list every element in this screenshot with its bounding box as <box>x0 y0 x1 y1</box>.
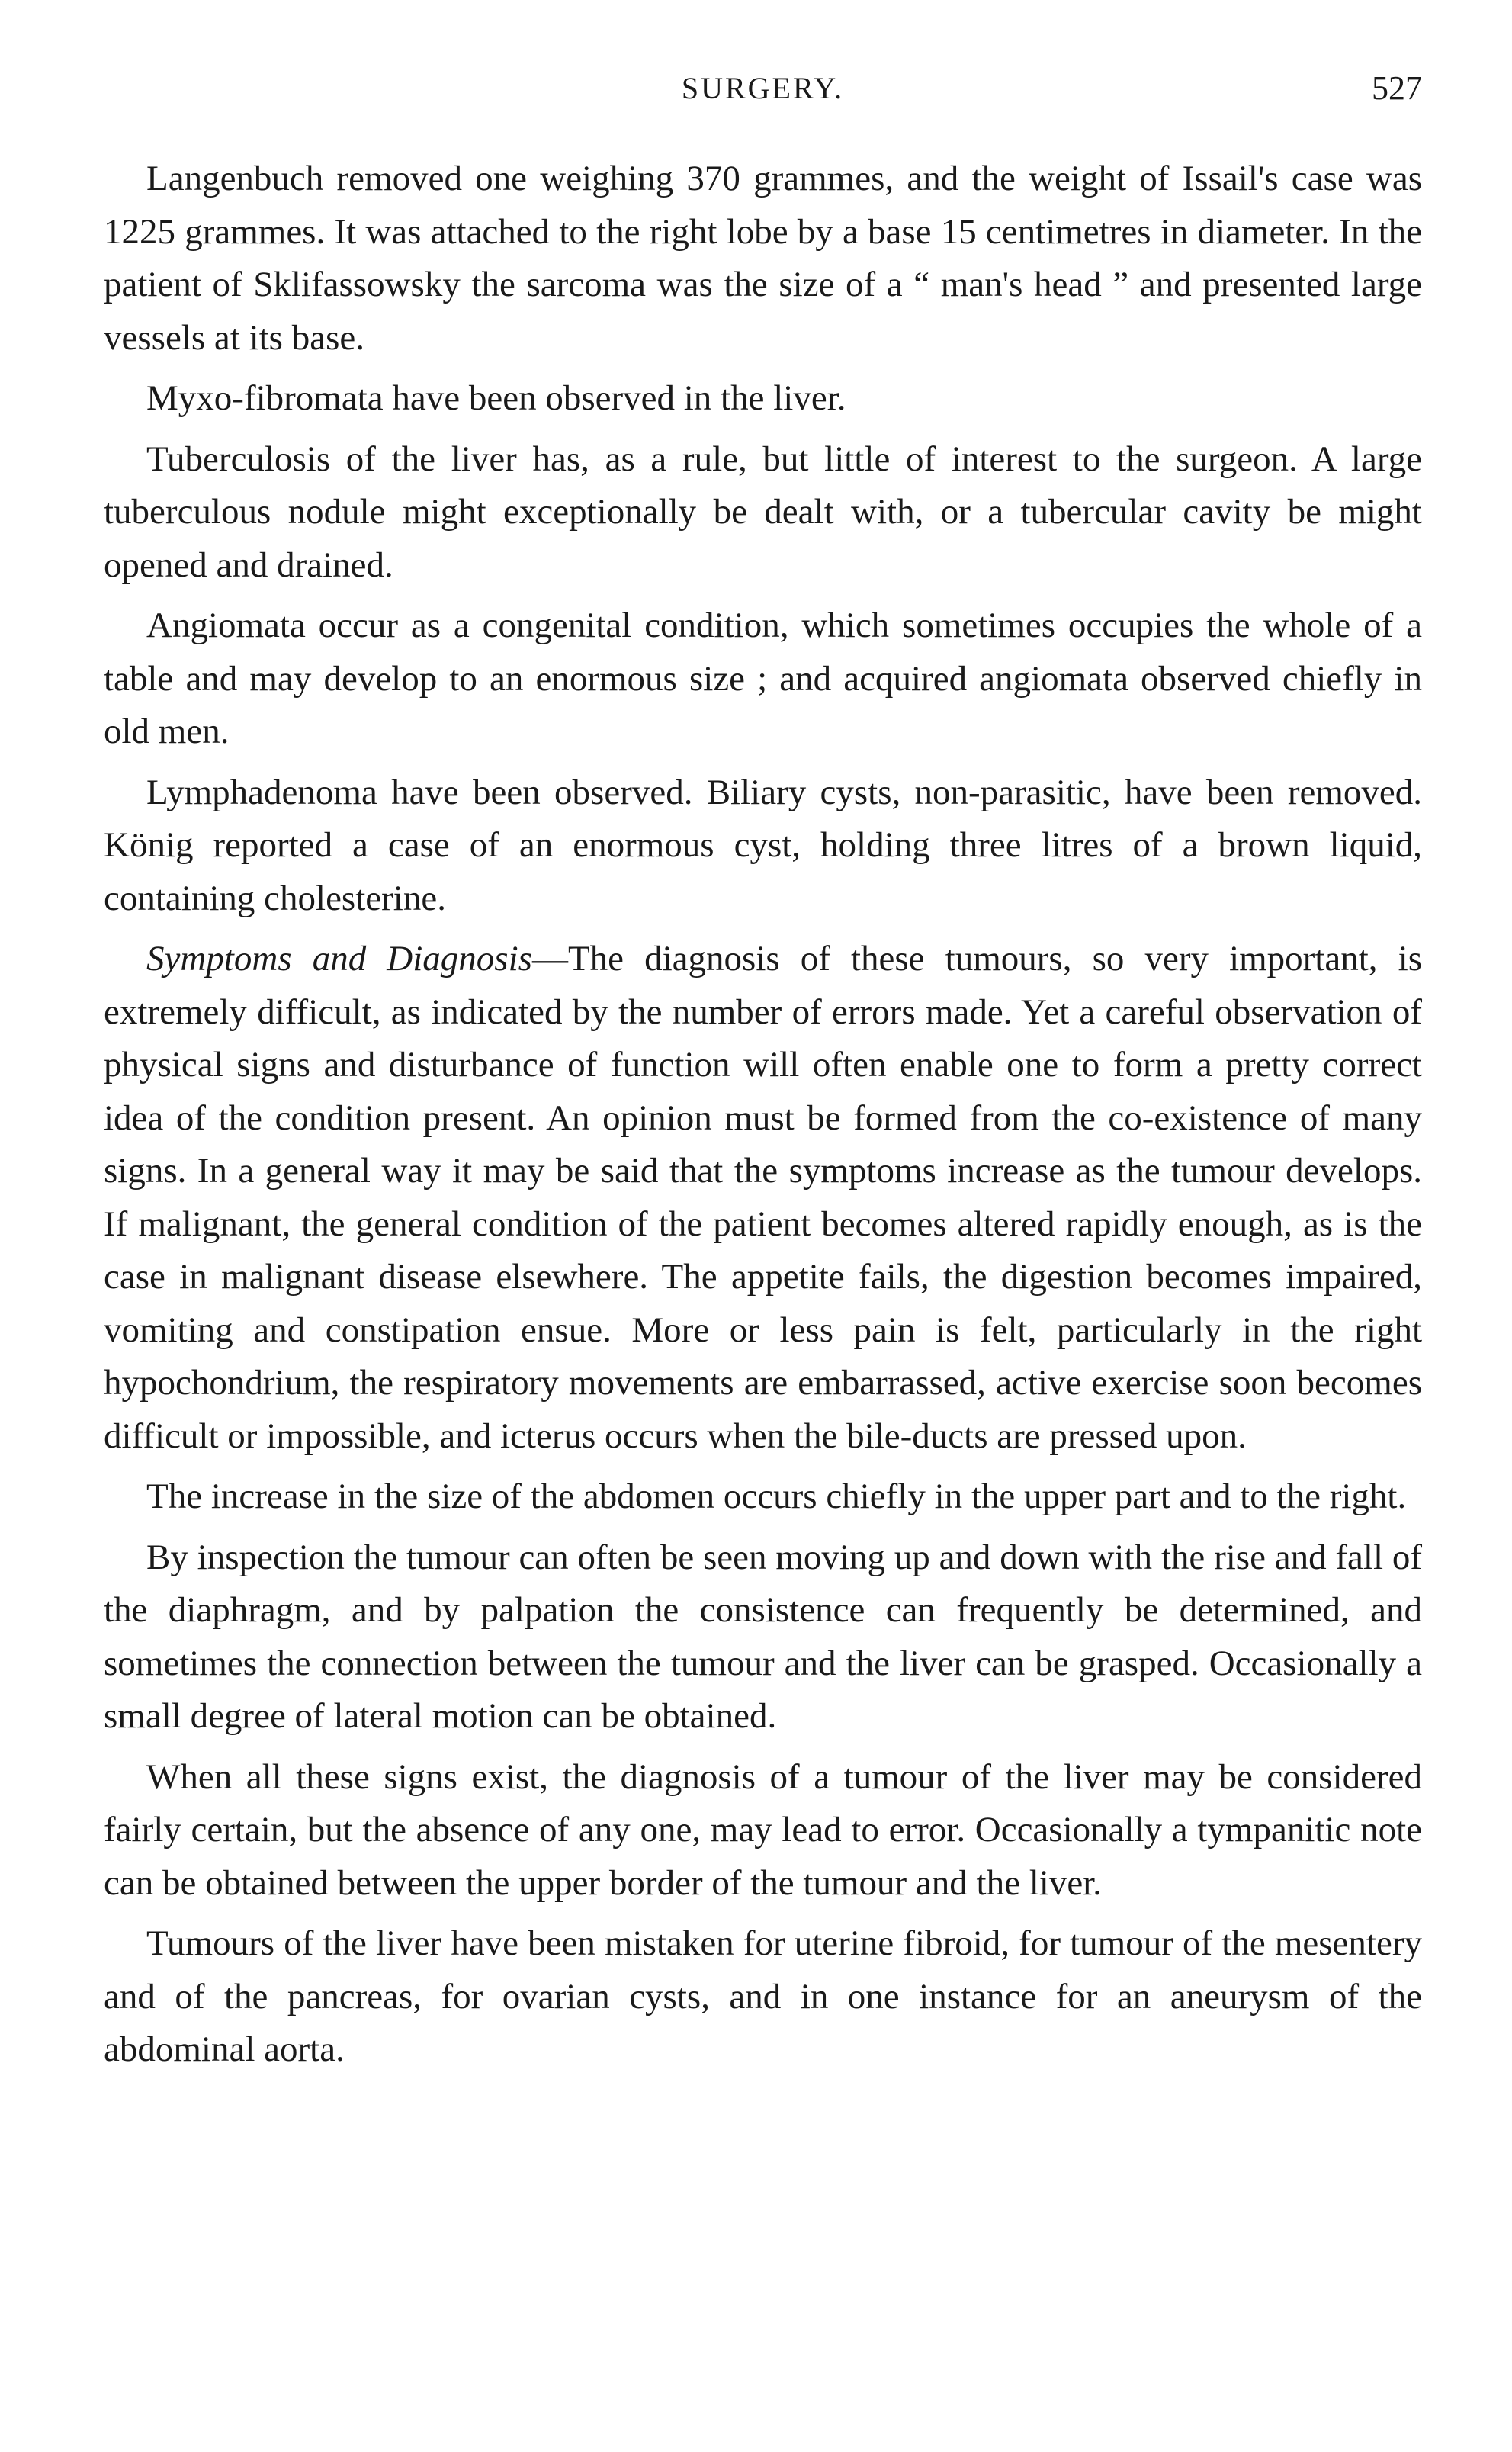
section-heading-italic: Symptoms and Diagnosis <box>146 939 532 979</box>
running-head <box>104 67 1422 121</box>
paragraph-text: —The diagnosis of these tumours, so very important, is extremely difficult, as indicated by the number of errors made. Yet a careful observation of physical signs and disturbance of function will often enable one to form a pretty correct idea of the condition present. An opinion must be formed from the co-existence of many signs. In a general way it may be said that the symptoms increase as the tumour develops. If malignant, the general condition of the patient becomes altered rapidly enough, as is the case in malignant disease elsewhere. The appetite fails, the digestion becomes impaired, vomiting and constipation ensue. More or less pain is felt, particularly in the right hypochondrium, the respiratory movements are embarrassed, active exercise soon becomes difficult or impossible, and icterus occurs when the bile-ducts are pressed upon. <box>104 939 1423 1456</box>
paragraph <box>104 933 1422 1463</box>
paragraph-text: Tumours of the liver have been mistaken for uterine fibroid, for tumour of the mesentery and of the pancreas, for ovarian cysts, and in one instance for an aneurysm of the abdominal aorta. <box>104 1923 1422 2069</box>
paragraph <box>104 1917 1422 2077</box>
paragraph-text: Langenbuch removed one weighing 370 grammes, and the weight of Issail's case was 1225 grammes. It was attached to the right lobe by a base 15 centimetres in diameter. In the patient of Sklifassowsky the sarcoma was the size of a “ man's head ” and presented large vessels at its base. <box>104 159 1422 358</box>
paragraph <box>104 1531 1422 1743</box>
page-number: 527 <box>1372 69 1422 107</box>
paragraph <box>104 766 1422 926</box>
paragraph <box>104 1470 1422 1524</box>
paragraph <box>104 599 1422 759</box>
paragraph <box>104 433 1422 593</box>
paragraph-text: Angiomata occur as a congenital condition, which sometimes occupies the whole of a table and may develop to an enormous size ; and acquired angiomata observed chiefly in old men. <box>104 606 1422 751</box>
paragraph-text: When all these signs exist, the diagnosis of a tumour of the liver may be considered fairly certain, but the absence of any one, may lead to error. Occasionally a tympanitic note can be obtained between the upper border of the tumour and the liver. <box>104 1756 1422 1903</box>
paragraph-text: Tuberculosis of the liver has, as a rule, but little of interest to the surgeon. A large tuberculous nodule might exceptionally be dealt with, or a tubercular cavity be might opened and drained. <box>104 439 1422 585</box>
running-title: SURGERY. <box>681 71 845 105</box>
paragraph <box>104 1751 1422 1911</box>
paragraph-text: Myxo-fibromata have been observed in the liver. <box>146 378 846 418</box>
paragraph-text: Lymphadenoma have been observed. Biliary cysts, non-parasitic, have been removed. König reported a case of an enormous cyst, holding three litres of a brown liquid, containing cholesterine. <box>104 772 1422 918</box>
paragraph-text: The increase in the size of the abdomen occurs chiefly in the upper part and to the right. <box>146 1477 1407 1516</box>
body-text <box>104 153 1422 2077</box>
paragraph <box>104 153 1422 365</box>
paragraph <box>104 372 1422 426</box>
paragraph-text: By inspection the tumour can often be seen moving up and down with the rise and fall of the diaphragm, and by palpation the consistence can frequently be determined, and sometimes the connection between the tumour and the liver can be grasped. Occasionally a small degree of lateral motion can be obtained. <box>104 1537 1422 1736</box>
